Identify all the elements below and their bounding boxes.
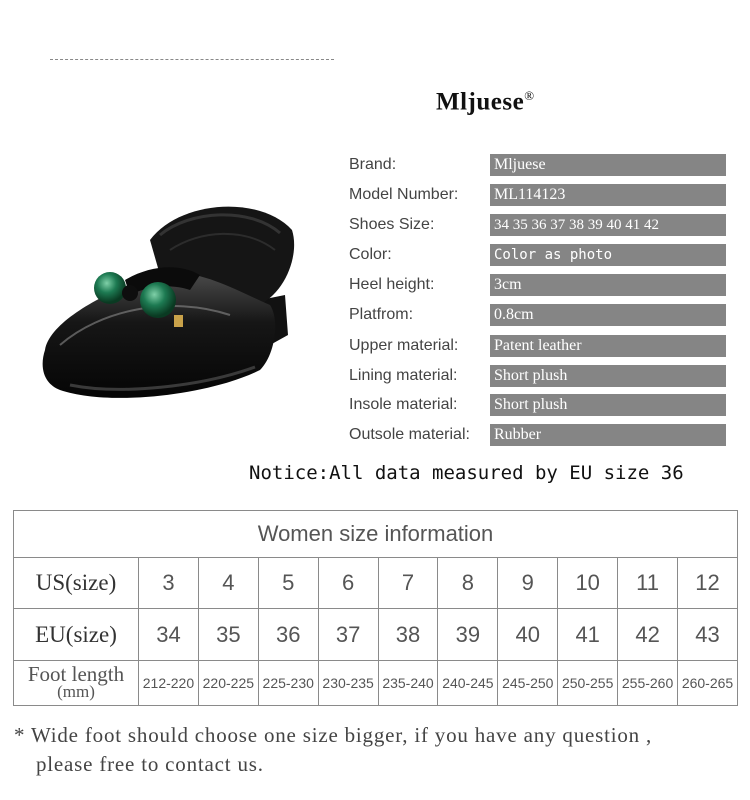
us-size-cell: 12	[678, 558, 738, 609]
spec-row-platform	[349, 304, 729, 326]
us-size-cell: 4	[198, 558, 258, 609]
footnote	[14, 721, 652, 779]
spec-value: 0.8cm	[490, 304, 726, 326]
eu-size-cell: 34	[139, 609, 199, 661]
spec-value: 34 35 36 37 38 39 40 41 42	[490, 214, 726, 236]
foot-length-cell: 250-255	[558, 661, 618, 706]
foot-length-cell: 235-240	[378, 661, 438, 706]
footnote-line-2: please free to contact us.	[36, 752, 264, 776]
us-size-cell: 8	[438, 558, 498, 609]
eu-size-cell: 42	[618, 609, 678, 661]
foot-length-cell: 260-265	[678, 661, 738, 706]
spec-row-upper-material	[349, 335, 729, 357]
us-size-cell: 6	[318, 558, 378, 609]
spec-label: Model Number:	[349, 186, 459, 203]
spec-row-color	[349, 244, 729, 266]
us-size-label: US(size)	[14, 558, 139, 609]
spec-value: 3cm	[490, 274, 726, 296]
eu-size-cell: 39	[438, 609, 498, 661]
spec-value: Mljuese	[490, 154, 726, 176]
spec-label: Insole material:	[349, 396, 458, 413]
eu-size-cell: 36	[258, 609, 318, 661]
spec-label: Heel height:	[349, 276, 435, 293]
dashed-divider	[50, 59, 334, 60]
us-size-cell: 3	[139, 558, 199, 609]
eu-size-cell: 40	[498, 609, 558, 661]
eu-size-label: EU(size)	[14, 609, 139, 661]
brand-title: Mljuese®	[436, 88, 535, 116]
spec-value: ML114123	[490, 184, 726, 206]
notice-text: Notice:All data measured by EU size 36	[249, 462, 684, 484]
foot-length-label: Foot length (mm)	[14, 661, 139, 706]
spec-row-model-number	[349, 184, 729, 206]
us-size-cell: 9	[498, 558, 558, 609]
us-size-cell: 11	[618, 558, 678, 609]
spec-value: Rubber	[490, 424, 726, 446]
size-table-title: Women size information	[14, 511, 738, 558]
footnote-line-1: * Wide foot should choose one size bigger, if you have any question ,	[14, 723, 653, 747]
shoe-image	[30, 195, 300, 415]
spec-label: Outsole material:	[349, 426, 470, 443]
us-size-row	[14, 558, 738, 609]
foot-length-cell: 240-245	[438, 661, 498, 706]
spec-label: Lining material:	[349, 367, 458, 384]
spec-value: Short plush	[490, 365, 726, 387]
spec-row-insole-material	[349, 394, 729, 416]
foot-length-cell: 245-250	[498, 661, 558, 706]
spec-label: Brand:	[349, 156, 397, 173]
spec-row-outsole-material	[349, 424, 729, 446]
size-table	[13, 510, 738, 706]
foot-length-row	[14, 661, 738, 706]
spec-row-lining-material	[349, 365, 729, 387]
foot-length-cell: 230-235	[318, 661, 378, 706]
eu-size-row	[14, 609, 738, 661]
spec-label: Shoes Size:	[349, 216, 435, 233]
us-size-cell: 7	[378, 558, 438, 609]
spec-row-heel-height	[349, 274, 729, 296]
spec-value: Color as photo	[490, 244, 726, 266]
spec-row-brand	[349, 154, 729, 176]
foot-length-cell: 220-225	[198, 661, 258, 706]
spec-label: Upper material:	[349, 337, 459, 354]
eu-size-cell: 38	[378, 609, 438, 661]
spec-value: Short plush	[490, 394, 726, 416]
foot-length-cell: 212-220	[139, 661, 199, 706]
foot-length-cell: 255-260	[618, 661, 678, 706]
us-size-cell: 5	[258, 558, 318, 609]
foot-length-cell: 225-230	[258, 661, 318, 706]
eu-size-cell: 41	[558, 609, 618, 661]
eu-size-cell: 43	[678, 609, 738, 661]
spec-label: Color:	[349, 246, 392, 263]
spec-value: Patent leather	[490, 335, 726, 357]
spec-row-shoes-size	[349, 214, 729, 236]
eu-size-cell: 35	[198, 609, 258, 661]
eu-size-cell: 37	[318, 609, 378, 661]
us-size-cell: 10	[558, 558, 618, 609]
spec-label: Platfrom:	[349, 306, 414, 323]
